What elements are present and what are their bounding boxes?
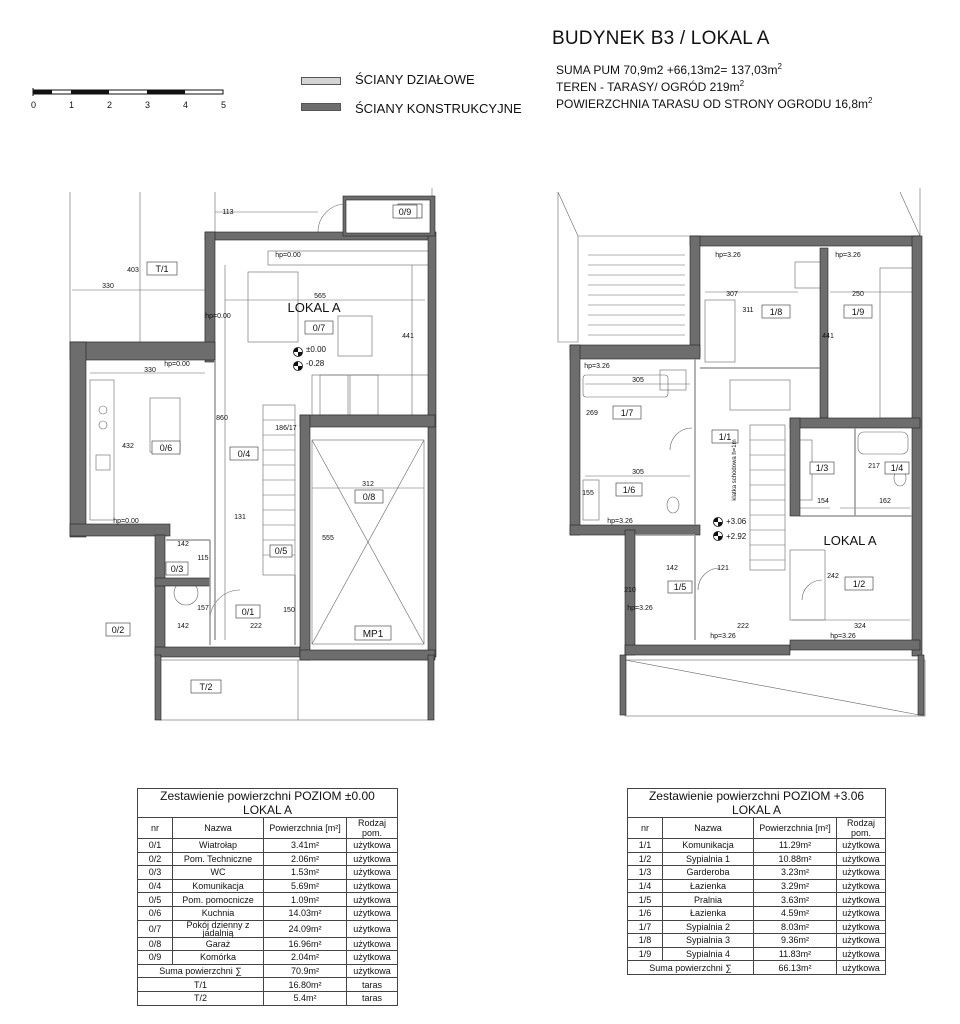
level-label: hp=3.26 [584, 363, 610, 370]
cell: 10.88m² [754, 852, 837, 866]
elevation-label: ±0.00 [306, 345, 326, 354]
legend-partition-walls: ŚCIANY DZIAŁOWE [355, 72, 475, 87]
room-label: 0/4 [237, 449, 251, 459]
cell: użytkowa [347, 951, 398, 965]
dim-label: 150 [283, 607, 295, 614]
table-row [138, 991, 398, 1005]
cell: 11.83m² [754, 947, 837, 961]
table-row [138, 879, 398, 893]
cell: użytkowa [347, 839, 398, 853]
cell: użytkowa [837, 893, 886, 907]
dim-label: 157 [197, 605, 209, 612]
table-row [628, 893, 886, 907]
cell: 0/5 [138, 893, 173, 907]
cell: użytkowa [837, 906, 886, 920]
table-row [628, 852, 886, 866]
cell: Pom. Techniczne [173, 852, 264, 866]
table-row [628, 839, 886, 853]
cell: 1.09m² [264, 893, 347, 907]
table-row [138, 920, 398, 937]
room-label: 0/1 [241, 607, 255, 617]
table-row [628, 934, 886, 948]
room-label: 1/1 [718, 432, 732, 442]
dim-label: 142 [177, 541, 189, 548]
cell: 1/9 [628, 947, 663, 961]
dim-label: 113 [222, 209, 234, 216]
cell: 0/2 [138, 852, 173, 866]
table-row [138, 866, 398, 880]
cell: 3.23m² [754, 866, 837, 880]
elevation-label: +2.92 [726, 532, 747, 541]
room-label: 0/5 [274, 546, 288, 556]
cell: użytkowa [837, 839, 886, 853]
table-row [138, 852, 398, 866]
dim-label: 324 [854, 623, 866, 630]
sum-line: SUMA PUM $70,9m2 +66,13m2= 137,03m^2$ [556, 62, 782, 77]
cell: 3.29m² [754, 879, 837, 893]
table-row [628, 947, 886, 961]
cell: Pokój dzienny z jadalnią [173, 920, 264, 937]
col-header: Rodzaj pom. [347, 818, 398, 839]
table-row [138, 951, 398, 965]
cell: 9.36m² [754, 934, 837, 948]
cell: WC [173, 866, 264, 880]
cell: 66.13m² [754, 961, 837, 975]
room-label: T/1 [155, 264, 169, 274]
table-subtitle: LOKAL A [138, 803, 398, 818]
level-label: hp=3.26 [830, 633, 856, 640]
cell: Sypialnia 3 [663, 934, 754, 948]
room-label: 1/6 [622, 485, 636, 495]
dim-label: 155 [582, 490, 594, 497]
area-table-upper [627, 788, 886, 975]
cell: Sypialnia 1 [663, 852, 754, 866]
dim-label: 305 [632, 469, 644, 476]
cell: 24.09m² [264, 920, 347, 937]
scale-tick: 2 [107, 100, 113, 110]
room-label: 1/3 [815, 463, 829, 473]
room-label: T/2 [199, 682, 213, 692]
table-row [628, 920, 886, 934]
table-row [138, 978, 398, 992]
cell: T/1 [138, 978, 264, 992]
dim-label: 330 [102, 283, 114, 290]
cell: taras [347, 991, 398, 1005]
cell: 1/1 [628, 839, 663, 853]
col-header: Nazwa [663, 818, 754, 839]
dim-label: 307 [726, 291, 738, 298]
cell: Kuchnia [173, 906, 264, 920]
room-label: 0/7 [312, 323, 326, 333]
room-label: 1/7 [620, 408, 634, 418]
table-row [138, 937, 398, 951]
cell: Pom. pomocnicze [173, 893, 264, 907]
dim-label: 142 [177, 623, 189, 630]
sum-row [628, 961, 886, 975]
cell: 1/6 [628, 906, 663, 920]
lokal-label: LOKAL A [823, 533, 877, 548]
level-label: hp=3.26 [715, 252, 741, 259]
area-table-ground [137, 788, 398, 1006]
cell: T/2 [138, 991, 264, 1005]
table-row [138, 906, 398, 920]
elevation-marker [714, 517, 747, 541]
level-label: hp=3.26 [627, 605, 653, 612]
level-label: hp=3.26 [835, 252, 861, 259]
dim-label: 222 [250, 623, 262, 630]
lokal-label: LOKAL A [287, 300, 341, 315]
cell: użytkowa [347, 906, 398, 920]
cell: Łazienka [663, 906, 754, 920]
dim-label: 403 [127, 267, 139, 274]
dim-label: 312 [362, 481, 374, 488]
cell: 16.80m² [264, 978, 347, 992]
col-header: nr [138, 818, 173, 839]
scale-tick: 5 [221, 100, 227, 110]
sum-row [138, 964, 398, 978]
cell: 1/8 [628, 934, 663, 948]
cell: 11.29m² [754, 839, 837, 853]
cell: 1/4 [628, 879, 663, 893]
page-title: BUDYNEK B3 / LOKAL A [552, 28, 770, 49]
cell: Komunikacja [173, 879, 264, 893]
elevation-label: +3.06 [726, 517, 747, 526]
cell: 1.53m² [264, 866, 347, 880]
col-header: Powierzchnia [m²] [264, 818, 347, 839]
scale-tick: 1 [69, 100, 75, 110]
cell: 0/1 [138, 839, 173, 853]
cell: 70.9m² [264, 964, 347, 978]
cell: Suma powierzchni ∑ [628, 961, 754, 975]
dim-label: 222 [737, 623, 749, 630]
room-label: 0/3 [170, 564, 184, 574]
cell: 0/4 [138, 879, 173, 893]
room-label: 1/2 [852, 579, 866, 589]
cell: użytkowa [837, 947, 886, 961]
cell: Sypialnia 2 [663, 920, 754, 934]
teren-line: TEREN - TARASY/ OGRÓD $219m^2$ [556, 79, 745, 94]
cell: taras [347, 978, 398, 992]
level-label: hp=3.26 [710, 633, 736, 640]
scale-tick: 3 [145, 100, 151, 110]
dim-label: 115 [197, 555, 209, 562]
cell: 14.03m² [264, 906, 347, 920]
cell: 5.69m² [264, 879, 347, 893]
cell: użytkowa [837, 866, 886, 880]
cell: 2.06m² [264, 852, 347, 866]
cell: 0/8 [138, 937, 173, 951]
cell: 5.4m² [264, 991, 347, 1005]
dim-label: 162 [879, 498, 891, 505]
cell: 4.59m² [754, 906, 837, 920]
cell: 1/7 [628, 920, 663, 934]
stair-note: klatka schodowa h=1m [732, 439, 738, 501]
cell: użytkowa [347, 893, 398, 907]
cell: użytkowa [347, 937, 398, 951]
dim-label: 250 [852, 291, 864, 298]
cell: 1/3 [628, 866, 663, 880]
dim-label: 565 [314, 293, 326, 300]
level-label: hp=0.00 [205, 313, 231, 320]
dim-label: 186/17 [275, 425, 297, 432]
level-label: hp=0.00 [275, 252, 301, 259]
cell: Łazienka [663, 879, 754, 893]
cell: użytkowa [837, 961, 886, 975]
cell: użytkowa [347, 866, 398, 880]
cell: Komórka [173, 951, 264, 965]
cell: 1/2 [628, 852, 663, 866]
dim-label: 441 [402, 333, 414, 340]
dim-label: 311 [742, 307, 754, 314]
scale-tick: 0 [31, 100, 37, 110]
dim-label: 269 [586, 410, 598, 417]
scale-tick: 4 [183, 100, 189, 110]
cell: Garaż [173, 937, 264, 951]
cell: Garderoba [663, 866, 754, 880]
room-label: MP1 [362, 629, 384, 640]
room-label: 1/9 [851, 307, 865, 317]
dim-label: 121 [717, 565, 729, 572]
room-label: 0/6 [159, 443, 173, 453]
cell: użytkowa [837, 852, 886, 866]
dim-label: 217 [868, 463, 880, 470]
elevation-label: -0.28 [306, 359, 325, 368]
col-header: Rodzaj pom. [837, 818, 886, 839]
upper-floor-plan [480, 0, 960, 740]
dim-label: 210 [624, 587, 636, 594]
cell: 0/3 [138, 866, 173, 880]
dim-label: 555 [322, 535, 334, 542]
taras-line: POWIERZCHNIA TARASU OD STRONY OGRODU $16,8m^2$ [556, 96, 873, 111]
cell: 3.41m² [264, 839, 347, 853]
dim-label: 242 [827, 573, 839, 580]
level-label: hp=0.00 [113, 518, 139, 525]
table-row [628, 866, 886, 880]
table-row [138, 839, 398, 853]
cell: 2.04m² [264, 951, 347, 965]
table-title: Zestawienie powierzchni POZIOM ±0.00 [138, 789, 398, 804]
dim-label: 441 [822, 333, 834, 340]
room-label: 0/9 [398, 207, 412, 217]
room-label: 1/8 [769, 307, 783, 317]
ground-room-labels [106, 205, 417, 693]
ground-floor-plan [0, 0, 480, 740]
cell: Suma powierzchni ∑ [138, 964, 264, 978]
col-header: nr [628, 818, 663, 839]
cell: Sypialnia 4 [663, 947, 754, 961]
cell: 0/9 [138, 951, 173, 965]
cell: Pralnia [663, 893, 754, 907]
level-label: hp=0.00 [164, 361, 190, 368]
dim-label: 860 [216, 415, 228, 422]
cell: użytkowa [347, 964, 398, 978]
cell: 8.03m² [754, 920, 837, 934]
cell: 0/6 [138, 906, 173, 920]
table-row [628, 906, 886, 920]
cell: użytkowa [837, 934, 886, 948]
cell: użytkowa [347, 920, 398, 937]
cell: Wiatrołap [173, 839, 264, 853]
dim-label: 432 [122, 443, 134, 450]
room-label: 0/8 [362, 492, 376, 502]
cell: użytkowa [347, 879, 398, 893]
dim-label: 330 [144, 367, 156, 374]
level-label: hp=3.26 [607, 518, 633, 525]
cell: użytkowa [837, 879, 886, 893]
room-label: 0/2 [111, 625, 125, 635]
col-header: Nazwa [173, 818, 264, 839]
dim-label: 142 [666, 565, 678, 572]
cell: 16.96m² [264, 937, 347, 951]
legend-structural-walls: ŚCIANY KONSTRUKCYJNE [355, 101, 522, 116]
cell: Komunikacja [663, 839, 754, 853]
table-title: Zestawienie powierzchni POZIOM +3.06 [628, 789, 886, 804]
cell: użytkowa [837, 920, 886, 934]
dim-label: 154 [817, 498, 829, 505]
elevation-marker [294, 345, 327, 371]
table-row [138, 893, 398, 907]
dim-label: 305 [632, 377, 644, 384]
table-row [628, 879, 886, 893]
cell: użytkowa [347, 852, 398, 866]
cell: 1/5 [628, 893, 663, 907]
room-label: 1/4 [890, 463, 904, 473]
col-header: Powierzchnia [m²] [754, 818, 837, 839]
cell: 3.63m² [754, 893, 837, 907]
room-label: 1/5 [673, 582, 687, 592]
table-subtitle: LOKAL A [628, 803, 886, 818]
cell: 0/7 [138, 920, 173, 937]
dim-label: 131 [234, 514, 246, 521]
